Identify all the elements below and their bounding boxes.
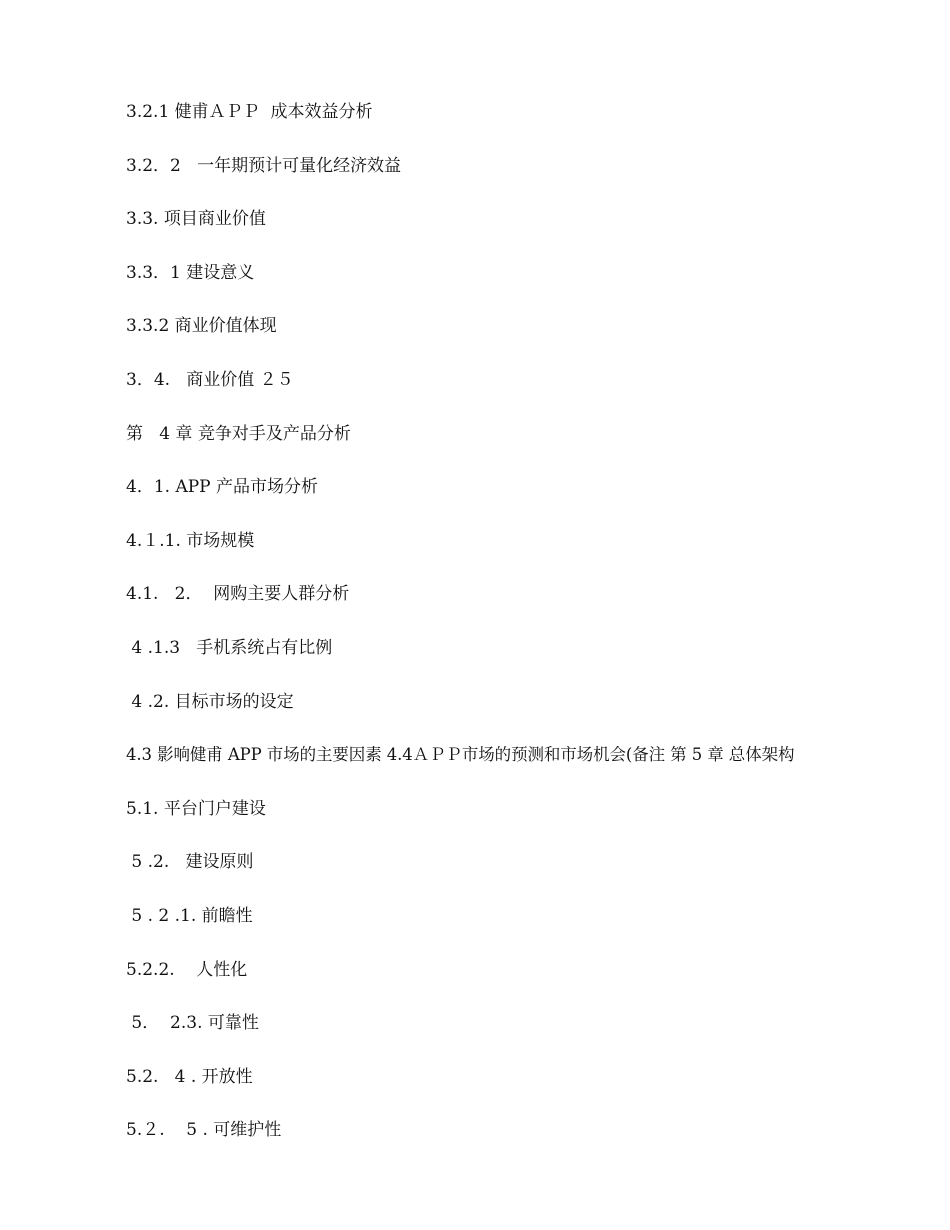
toc-line-5-2-2: 5.2.2. 人性化 [126,959,248,980]
toc-line-3-3-2: 3.3.2 商业价值体现 [126,316,277,337]
toc-line-5-2-3: 5． 2.3. 可靠性 [126,1013,259,1034]
toc-line-4-1-2: 4.1. 2． 网购主要人群分析 [126,584,350,605]
toc-line-4-3-4-4-chapter-5: 4.3 影响健甫 APP 市场的主要因素 4.4ＡＰＰ市场的预测和市场机会(备注 第 5 章 总体架构 [126,745,795,765]
toc-line-5-2: 5 .2. 建设原则 [126,852,254,873]
toc-line-3-3-1: 3.3．1 建设意义 [126,262,255,283]
toc-line-5-2-1: 5 . 2 .1. 前瞻性 [126,905,253,926]
toc-line-4-1-1: 4.１.1. 市场规模 [126,530,255,551]
toc-line-3-2-2: 3.2．2 一年期预计可量化经济效益 [126,155,402,176]
table-of-contents [126,98,916,1170]
toc-line-4-1-3: 4 .1.3 手机系统占有比例 [126,637,333,658]
toc-line-4-2: 4 .2. 目标市场的设定 [126,691,294,712]
toc-line-3-4: 3．4. 商业价值 ２５ [126,369,294,390]
toc-line-4-1: 4．1. APP 产品市场分析 [126,477,318,498]
toc-line-5-1: 5.1. 平台门户建设 [126,798,266,819]
toc-line-5-2-4: 5.2. 4 . 开放性 [126,1066,253,1087]
toc-line-3-3: 3.3. 项目商业价值 [126,209,266,230]
toc-line-5-2-5: 5.２. 5 . 可维护性 [126,1120,282,1141]
toc-line-chapter-4: 第 4 章 竞争对手及产品分析 [126,423,351,444]
toc-line-3-2-1: 3.2.1 健甫ＡＰＰ 成本效益分析 [126,102,373,122]
